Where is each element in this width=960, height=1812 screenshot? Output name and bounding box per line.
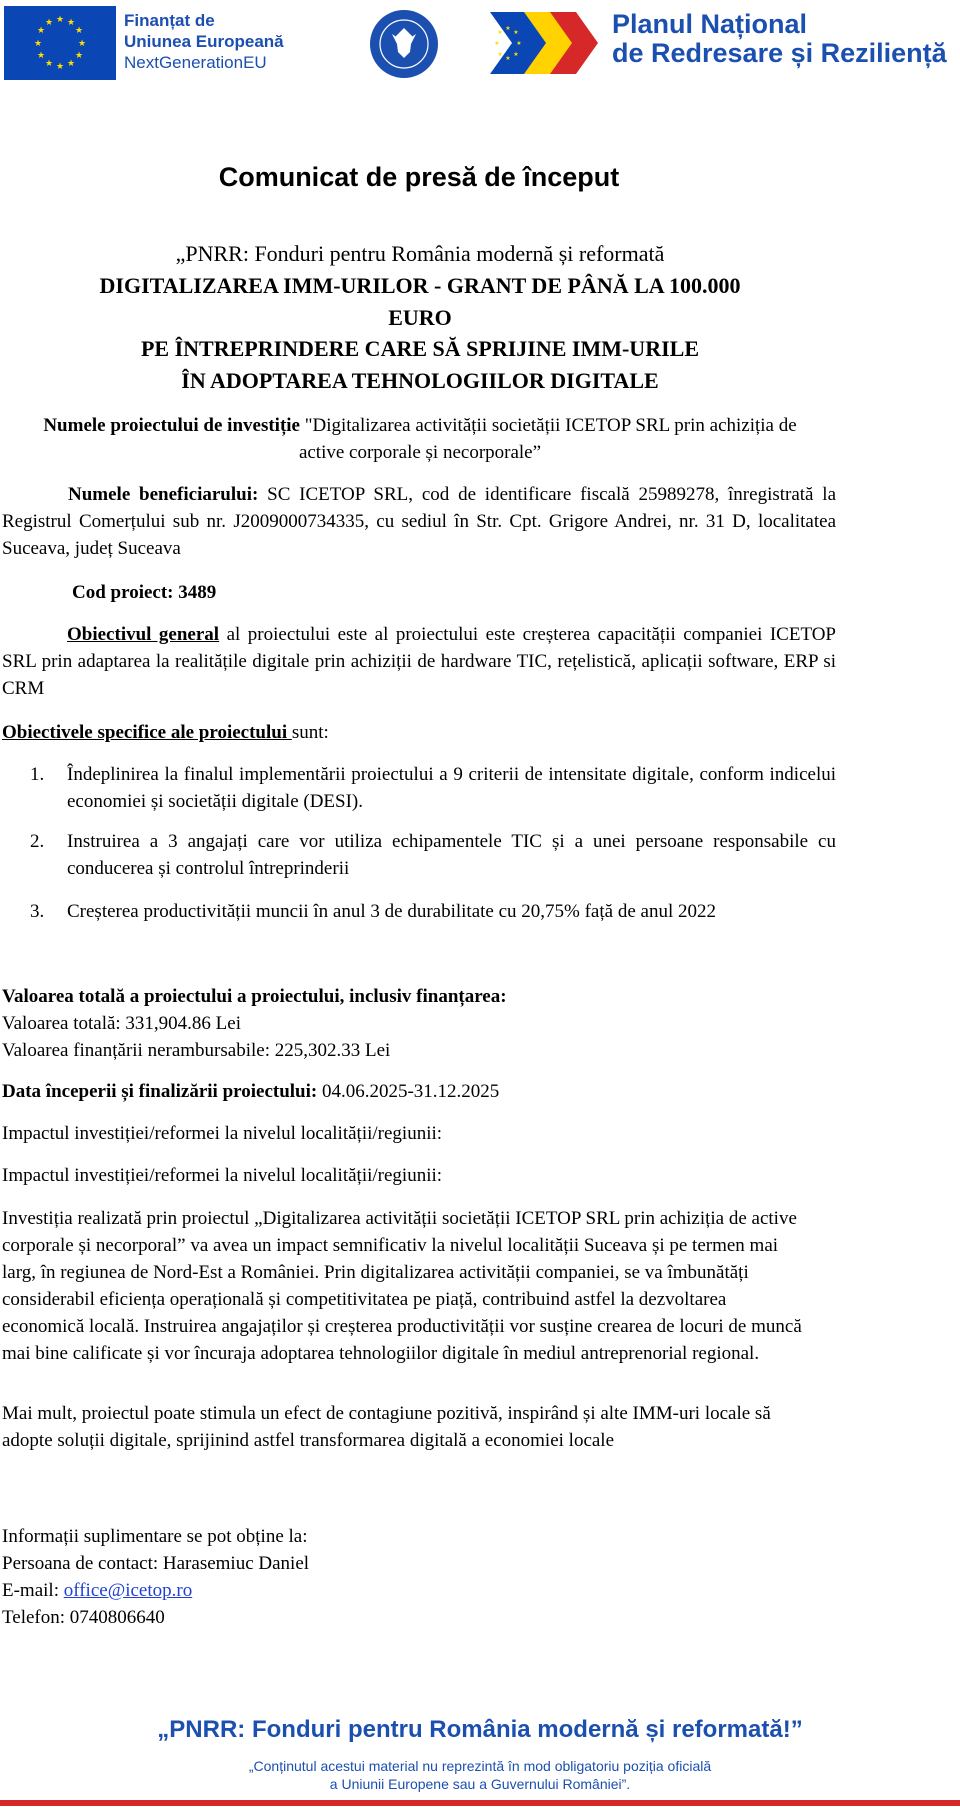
beneficiary-value: SC ICETOP SRL, cod de identificare fiscală 25989278, înregistrată la Registrul Comerțului sub nr. J2009000734335, cu sediul în Str. Cpt. Grigore Andrei, nr. 31 D, localitatea Suceava, județ Suceava bbox=[2, 484, 836, 559]
pnrr-title-line2: de Redresare și Reziliență bbox=[612, 38, 947, 68]
footer-disclaimer bbox=[0, 1757, 960, 1793]
contact-phone: Telefon: 0740806640 bbox=[2, 1607, 165, 1628]
svg-text:★: ★ bbox=[505, 55, 511, 62]
svg-text:★: ★ bbox=[44, 59, 54, 69]
list-item bbox=[0, 761, 840, 815]
project-code: Cod proiect: 3489 bbox=[72, 582, 217, 603]
project-dates bbox=[2, 1078, 499, 1105]
project-dates-label: Data începerii și finalizării proiectului: bbox=[2, 1081, 318, 1102]
svg-text:★: ★ bbox=[44, 18, 54, 28]
impact-heading-2: Impactul investiției/reformei la nivelul localității/regiunii: bbox=[2, 1165, 443, 1186]
svg-text:★: ★ bbox=[497, 29, 503, 36]
general-objective bbox=[2, 621, 836, 702]
project-name-label: Numele proiectului de investiție bbox=[43, 415, 300, 436]
list-item-text: Creșterea productivității muncii în anul 3 de durabilitate cu 20,75% față de anul 2022 bbox=[67, 901, 716, 922]
svg-text:★: ★ bbox=[55, 62, 65, 72]
headline-line-1: „PNRR: Fonduri pentru România modernă și reformată bbox=[175, 241, 665, 266]
impact-paragraph-2: Mai mult, proiectul poate stimula un efect de contagiune pozitivă, inspirând și alte IMM-uri locale să adopte soluții digitale, sprijinind astfel transformarea digitală a economiei locale bbox=[2, 1403, 771, 1451]
headline-line-3: EURO bbox=[388, 305, 452, 330]
impact-heading-1: Impactul investiției/reformei la nivelul localității/regiunii: bbox=[2, 1123, 443, 1144]
svg-text:★: ★ bbox=[33, 39, 43, 49]
list-item-number: 2. bbox=[30, 831, 45, 852]
grant-value-line: Valoarea finanțării nerambursabile: 225,302.33 Lei bbox=[2, 1040, 391, 1061]
pnrr-flag-logo bbox=[490, 12, 602, 74]
eu-funding-line3: NextGenerationEU bbox=[124, 53, 267, 72]
pnrr-title-line1: Planul Național bbox=[612, 9, 808, 39]
total-value-heading: Valoarea totală a proiectului a proiectului, inclusiv finanțarea: bbox=[2, 986, 507, 1007]
specific-objectives-heading bbox=[2, 719, 329, 746]
email-label: E-mail: bbox=[2, 1580, 64, 1601]
list-item-text: Instruirea a 3 angajați care vor utiliza echipamentele TIC și a unei persoane responsabile cu conducerea și controlul întreprinderii bbox=[67, 831, 836, 879]
contact-email-line bbox=[2, 1577, 309, 1604]
footer-divider bbox=[0, 1800, 960, 1806]
list-item-number: 1. bbox=[30, 764, 45, 785]
eu-flag-logo bbox=[4, 6, 116, 80]
general-objective-text: al proiectului este al proiectului este creșterea capacității companiei ICETOP SRL prin adaptarea la realitățile digitale prin achiziții de hardware TIC, rețelistică, aplicații software, ERP si CRM bbox=[2, 624, 837, 699]
headline-line-4: PE ÎNTREPRINDERE CARE SĂ SPRIJINE IMM-URILE bbox=[140, 336, 699, 361]
svg-text:★: ★ bbox=[74, 26, 84, 36]
svg-text:★: ★ bbox=[494, 40, 500, 47]
svg-text:★: ★ bbox=[36, 26, 46, 36]
svg-text:★: ★ bbox=[77, 39, 87, 49]
project-name bbox=[20, 412, 820, 466]
project-name-value: "Digitalizarea activității societății ICETOP SRL prin achiziția de active corporale și necorporale” bbox=[298, 415, 797, 463]
email-link[interactable]: office@icetop.ro bbox=[63, 1580, 193, 1601]
list-item bbox=[0, 828, 840, 882]
headline-line-2: DIGITALIZAREA IMM-URILOR - GRANT DE PÂNĂ LA 100.000 bbox=[99, 273, 741, 298]
eu-romania-flag-icon bbox=[490, 12, 602, 74]
eu-funding-line2: Uniunea Europeană bbox=[124, 32, 284, 51]
coat-of-arms-icon bbox=[368, 8, 440, 80]
svg-text:★: ★ bbox=[513, 29, 519, 36]
eu-funding-text bbox=[124, 10, 284, 73]
beneficiary-label: Numele beneficiarului: bbox=[68, 484, 259, 505]
contact-block bbox=[2, 1523, 309, 1631]
specific-objectives-suffix: sunt: bbox=[291, 722, 329, 743]
svg-text:★: ★ bbox=[66, 18, 76, 28]
footer-slogan: „PNRR: Fonduri pentru România modernă și reformată!” bbox=[157, 1716, 803, 1743]
contact-intro: Informații suplimentare se pot obține la: bbox=[2, 1526, 308, 1547]
total-value-line: Valoarea totală: 331,904.86 Lei bbox=[2, 1013, 242, 1034]
svg-text:★: ★ bbox=[36, 51, 46, 61]
svg-text:★: ★ bbox=[497, 51, 503, 58]
project-dates-value: 04.06.2025-31.12.2025 bbox=[317, 1081, 500, 1102]
pnrr-program-title bbox=[612, 10, 947, 68]
beneficiary bbox=[2, 481, 836, 562]
contact-person: Persoana de contact: Harasemiuc Daniel bbox=[2, 1553, 310, 1574]
specific-objectives-label: Obiectivele specifice ale proiectului bbox=[2, 722, 292, 743]
disclaimer-line-2: a Uniunii Europene sau a Guvernului României”. bbox=[329, 1776, 631, 1792]
disclaimer-line-1: „Conținutul acestui material nu reprezintă în mod obligatoriu poziția oficială bbox=[248, 1758, 712, 1774]
svg-text:★: ★ bbox=[74, 51, 84, 61]
headline-line-5: ÎN ADOPTAREA TEHNOLOGIILOR DIGITALE bbox=[181, 368, 659, 393]
svg-text:★: ★ bbox=[66, 59, 76, 69]
svg-text:★: ★ bbox=[55, 15, 65, 25]
svg-text:★: ★ bbox=[516, 40, 522, 47]
government-seal-logo bbox=[368, 8, 440, 80]
eu-stars-icon bbox=[4, 6, 116, 80]
eu-funding-line1: Finanțat de bbox=[124, 11, 215, 30]
impact-paragraph: Investiția realizată prin proiectul „Digitalizarea activității societății ICETOP SRL prin achiziția de active corporale și necorporal” va avea un impact semnificativ la nivelul localității Suceava și pe termen mai larg, în regiunea de Nord-Est a României. Prin digitalizarea activității companiei, se va îmbunătăți considerabil eficiența operațională și competitivitatea pe piață, contribuind astfel la dezvoltarea economică locală. Instruirea angajaților și creșterea productivității vor susține crearea de locuri de muncă mai bine calificate și vor încuraja adoptarea tehnologiilor digitale în mediul antreprenorial regional. bbox=[2, 1208, 802, 1364]
list-item bbox=[0, 898, 840, 925]
list-item-number: 3. bbox=[30, 901, 45, 922]
svg-text:★: ★ bbox=[505, 25, 511, 32]
list-item-text: Îndeplinirea la finalul implementării proiectului a 9 criterii de intensitate digitale, conform indicelui economiei și societății digitale (DESI). bbox=[67, 764, 836, 812]
document-title: Comunicat de presă de început bbox=[218, 162, 620, 192]
general-objective-label: Obiectivul general bbox=[67, 624, 220, 645]
svg-text:★: ★ bbox=[513, 51, 519, 58]
